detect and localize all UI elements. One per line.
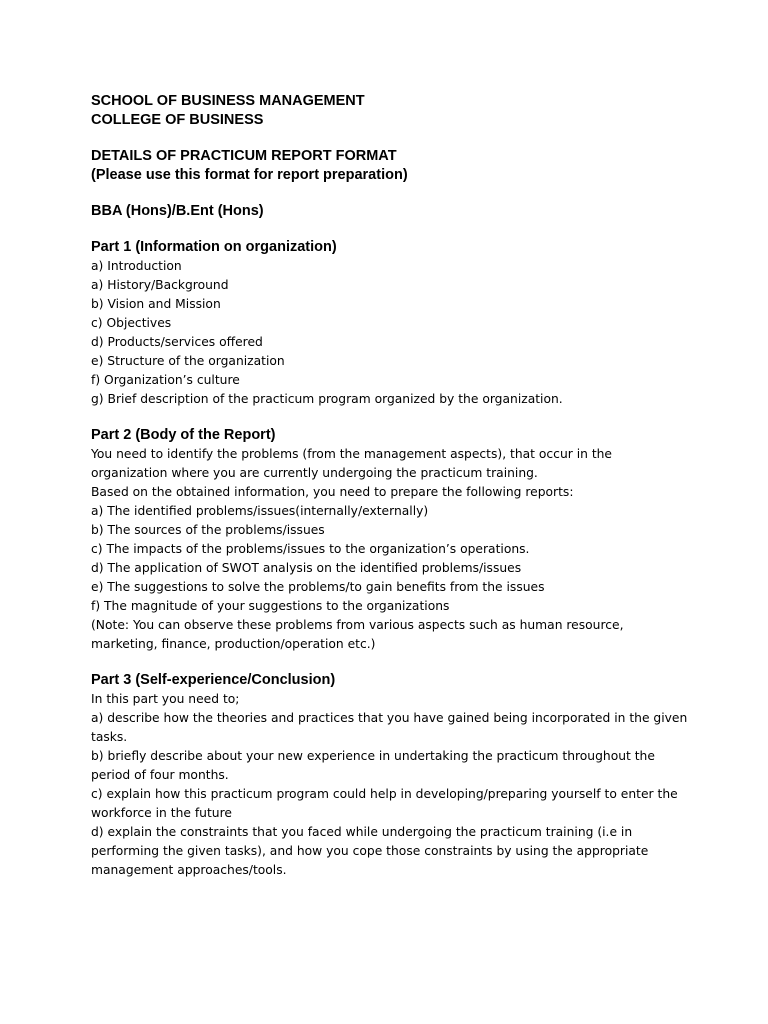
- part2-heading: Part 2 (Body of the Report): [91, 427, 276, 443]
- part2-line: marketing, finance, production/operation etc.): [91, 637, 376, 651]
- part1-heading: Part 1 (Information on organization): [91, 239, 337, 255]
- part3-line: tasks.: [91, 730, 128, 744]
- part1-line: d) Products/services offered: [91, 335, 263, 349]
- part2-line: c) The impacts of the problems/issues to the organization’s operations.: [91, 542, 530, 556]
- school-header: [91, 92, 731, 130]
- part3-line: management approaches/tools.: [91, 863, 287, 877]
- part1-line: c) Objectives: [91, 316, 172, 330]
- part3-line: c) explain how this practicum program could help in developing/preparing yourself to enter the: [91, 787, 678, 801]
- part3-line: In this part you need to;: [91, 692, 240, 706]
- document-title: [91, 147, 731, 185]
- part2-line: d) The application of SWOT analysis on the identified problems/issues: [91, 561, 522, 575]
- title-line: DETAILS OF PRACTICUM REPORT FORMAT: [91, 148, 397, 164]
- part3-line: period of four months.: [91, 768, 229, 782]
- document-page: [91, 92, 731, 880]
- part1-line: a) History/Background: [91, 278, 229, 292]
- part2-line: (Note: You can observe these problems from various aspects such as human resource,: [91, 618, 624, 632]
- part3-heading: Part 3 (Self-experience/Conclusion): [91, 672, 336, 688]
- part2-line: You need to identify the problems (from the management aspects), that occur in the: [91, 447, 612, 461]
- part2-line: organization where you are currently undergoing the practicum training.: [91, 466, 538, 480]
- part3-line: b) briefly describe about your new experience in undertaking the practicum throughout the: [91, 749, 655, 763]
- part1-line: f) Organization’s culture: [91, 373, 240, 387]
- part3-line: d) explain the constraints that you faced while undergoing the practicum training (i.e in: [91, 825, 633, 839]
- part3-section: [91, 671, 731, 880]
- part2-line: b) The sources of the problems/issues: [91, 523, 325, 537]
- part1-line: b) Vision and Mission: [91, 297, 221, 311]
- part3-line: a) describe how the theories and practices that you have gained being incorporated in the given: [91, 711, 688, 725]
- program-name: BBA (Hons)/B.Ent (Hons): [91, 203, 264, 219]
- part1-line: g) Brief description of the practicum program organized by the organization.: [91, 392, 563, 406]
- part3-line: performing the given tasks), and how you cope those constraints by using the appropriate: [91, 844, 649, 858]
- part2-line: e) The suggestions to solve the problems/to gain benefits from the issues: [91, 580, 545, 594]
- part1-line: a) Introduction: [91, 259, 182, 273]
- subtitle-line: (Please use this format for report preparation): [91, 167, 408, 183]
- part3-line: workforce in the future: [91, 806, 232, 820]
- part2-line: a) The identified problems/issues(internally/externally): [91, 504, 429, 518]
- part1-line: e) Structure of the organization: [91, 354, 285, 368]
- part1-section: [91, 238, 731, 409]
- school-name: SCHOOL OF BUSINESS MANAGEMENT: [91, 93, 365, 109]
- part2-line: f) The magnitude of your suggestions to the organizations: [91, 599, 450, 613]
- part2-line: Based on the obtained information, you need to prepare the following reports:: [91, 485, 574, 499]
- college-name: COLLEGE OF BUSINESS: [91, 112, 264, 128]
- part2-section: [91, 426, 731, 654]
